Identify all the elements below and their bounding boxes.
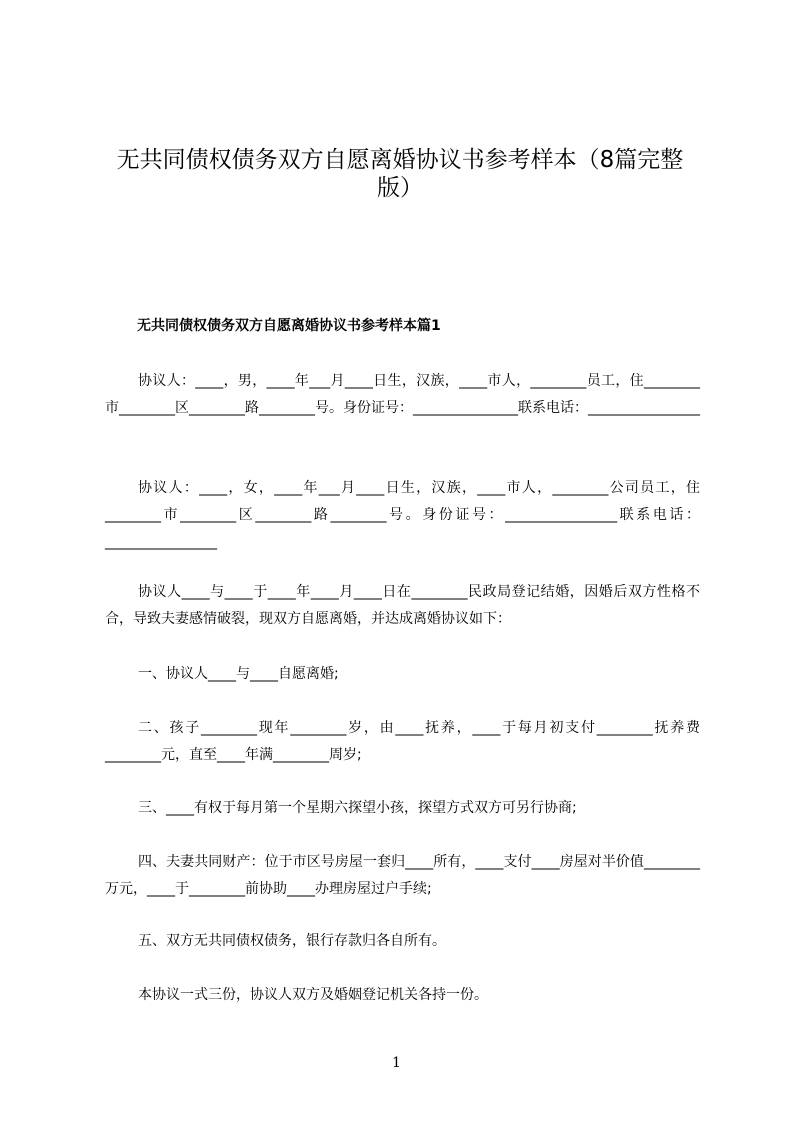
paragraph-marriage-info: 协议人____与____于____年____月____日在________民政局登记结婚，因婚后双方性格不合，导致夫妻感情破裂，现双方自愿离婚，并达成离婚协议如下： [105,584,700,627]
paragraph-clause-1: 一、协议人____与____自愿离婚; [138,666,339,682]
paragraph-clause-2: 二、孩子________现年________岁，由____抚养，____于每月初支付________抚养费________元，直至____年满________周岁; [105,720,700,763]
paragraph-clause-4: 四、夫妻共同财产：位于市区号房屋一套归____所有，____支付____房屋对半价值________万元，____于________前协助____办理房屋过户手续; [105,854,700,897]
paragraph-party-female: 协议人：____，女，____年___月____日生，汉族，____市人，________公司员工，住________市________区________路________号。身份证号：________________联系电话：________________ [105,480,700,550]
paragraph-party-male: 协议人：____，男，____年___月____日生，汉族，____市人，________员工，住________市________区________路________号。身份证号：_______________联系电话：________________ [105,373,700,416]
paragraph-copies: 本协议一式三份，协议人双方及婚姻登记机关各持一份。 [138,987,488,1003]
paragraph-clause-3: 三、____有权于每月第一个星期六探望小孩，探望方式双方可另行协商; [138,800,577,816]
paragraph-clause-5: 五、双方无共同债权债务，银行存款归各自所有。 [138,933,446,949]
document-title: 无共同债权债务双方自愿离婚协议书参考样本（8篇完整版） [116,147,684,201]
section-heading: 无共同债权债务双方自愿离婚协议书参考样本篇1 [137,318,441,334]
page-number: 1 [392,1055,401,1071]
